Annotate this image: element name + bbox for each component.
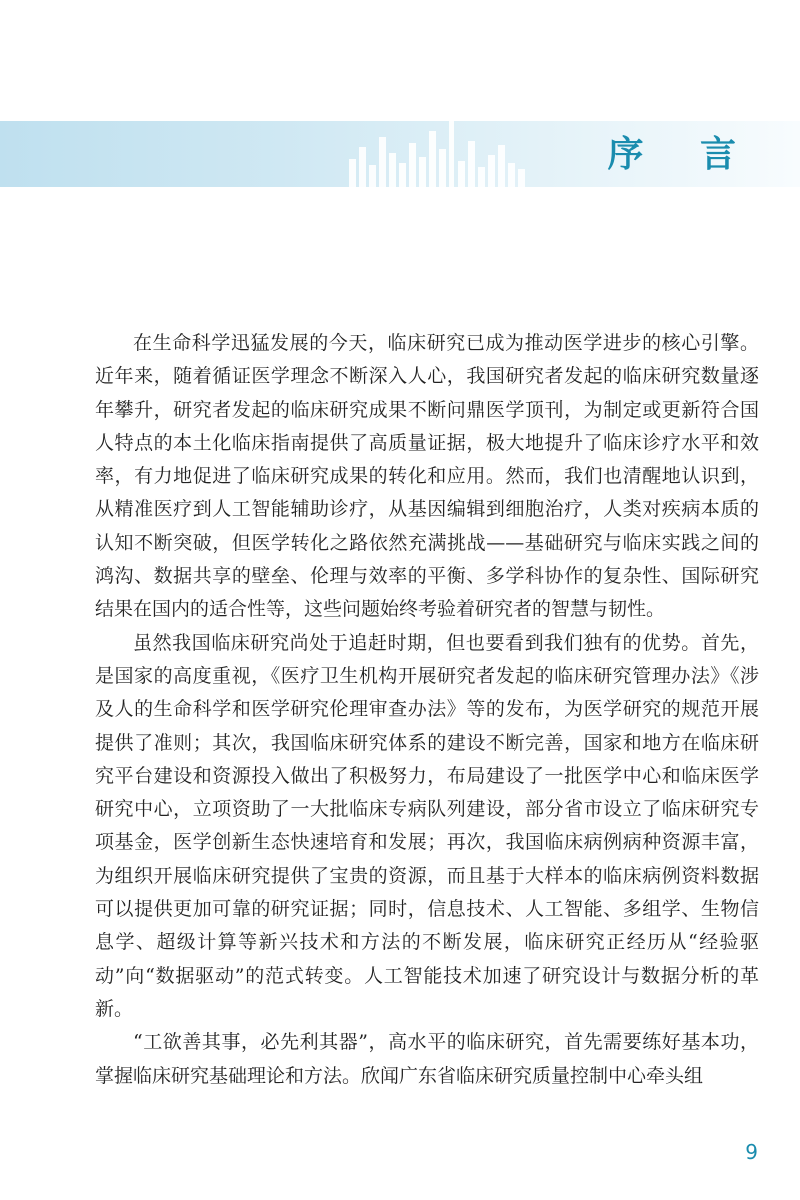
page-title: 序 言 bbox=[607, 133, 758, 175]
paragraph-2: 虽然我国临床研究尚处于追赶时期，但也要看到我们独有的优势。首先，是国家的高度重视，《医疗卫生机构开展研究者发起的临床研究管理办法》《涉及人的生命科学和医学研究伦理审查办法》等的发布，为医学研究的规范开展提供了准则；其次，我国临床研究体系的建设不断完善，国家和地方在临床研究平台建设和资源投入做出了积极努力，布局建设了一批医学中心和临床医学研究中心，立项资助了一大批临床专病队列建设，部分省市设立了临床研究专项基金，医学创新生态快速培育和发展；再次，我国临床病例病种资源丰富，为组织开展临床研究提供了宝贵的资源，而且基于大样本的临床病例资料数据可以提供更加可靠的研究证据；同时，信息技术、人工智能、多组学、生物信息学、超级计算等新兴技术和方法的不断发展，临床研究正经历从“经验驱动”向“数据驱动”的范式转变。人工智能技术加速了研究设计与数据分析的革新。 bbox=[95, 631, 759, 1020]
page-number: 9 bbox=[745, 1140, 758, 1164]
paragraph-3: “工欲善其事，必先利其器”，高水平的临床研究，首先需要练好基本功，掌握临床研究基础理论和方法。欣闻广东省临床研究质量控制中心牵头组 bbox=[95, 1031, 759, 1087]
paragraph-1: 在生命科学迅猛发展的今天，临床研究已成为推动医学进步的核心引擎。近年来，随着循证医学理念不断深入人心，我国研究者发起的临床研究数量逐年攀升，研究者发起的临床研究成果不断问鼎医学顶刊，为制定或更新符合国人特点的本土化临床指南提供了高质量证据，极大地提升了临床诊疗水平和效率，有力地促进了临床研究成果的转化和应用。然而，我们也清醒地认识到，从精准医疗到人工智能辅助诊疗，从基因编辑到细胞治疗，人类对疾病本质的认知不断突破，但医学转化之路依然充满挑战——基础研究与临床实践之间的鸿沟、数据共享的壁垒、伦理与效率的平衡、多学科协作的复杂性、国际研究结果在国内的适合性等，这些问题始终考验着研究者的智慧与韧性。 bbox=[95, 332, 759, 621]
body-text bbox=[95, 327, 759, 1093]
